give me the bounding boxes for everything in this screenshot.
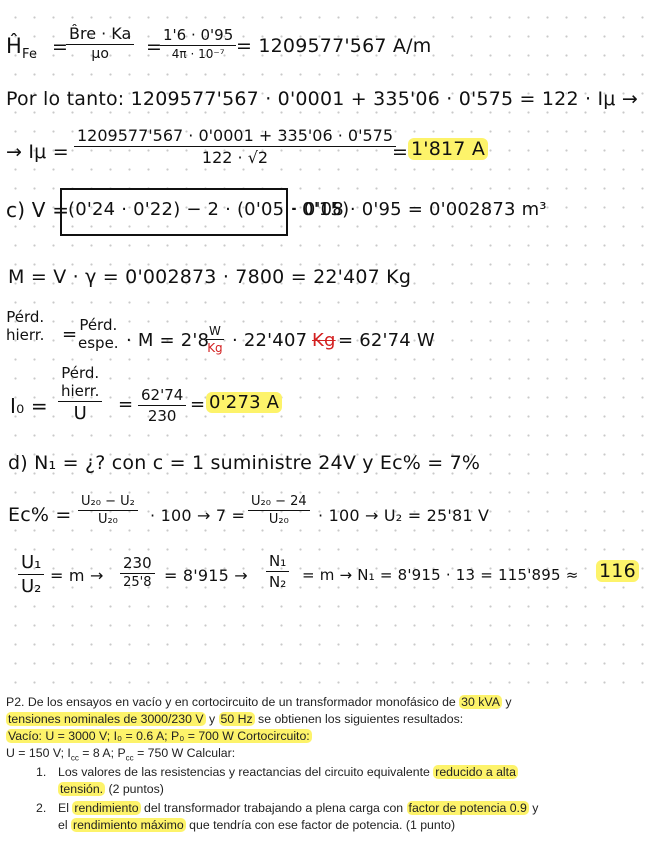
problem-statement: [0, 686, 656, 848]
problem-line-3: Vacío: U = 3000 V; I₀ = 0.6 A; P₀ = 700 W Cortocircuito:: [8, 729, 310, 743]
list-number-1: 1.: [36, 765, 47, 779]
fraction-i-mu: $\frac{1209577'567 \cdot 0'0001 + 335'06 \cdot 0'575}{122 \cdot √2}$: [74, 126, 396, 167]
problem-item-2-line-1: El rendimiento del transformador trabajando a plena carga con factor de potencia 0.9 y: [58, 801, 539, 815]
ec-middle: · 100 → 7 =: [150, 506, 246, 525]
fraction-n1-n2: $\frac{\text{N₁}}{\text{N₂}}$: [266, 552, 289, 591]
n1-result: 116: [596, 560, 639, 582]
volume-result: · 0'08 · 0'95 = 0'002873 m³: [292, 199, 547, 220]
struck-kg-unit: Kg: [312, 330, 336, 351]
problem-item-1-line-2: tensión. (2 puntos): [60, 782, 164, 796]
equals-sign: =: [146, 36, 163, 58]
fraction-numeric: 1'6 · 0'95 4π · 10⁻⁷: [160, 26, 236, 61]
equals-sign: =: [118, 394, 134, 415]
list-number-2: 2.: [36, 801, 47, 815]
equation-por-lo-tanto: Por lo tanto: 1209577'567 · 0'0001 + 335'06 · 0'575 = 122 · Iμ →: [6, 88, 638, 110]
fraction-62-74-over-230: $\frac{62'74}{230}$: [138, 386, 186, 425]
iron-loss-result: = 62'74 W: [338, 330, 435, 351]
perd-hierr-label: Pérd. hierr.: [6, 308, 45, 344]
equals-sign: =: [52, 36, 69, 58]
problem-line-2: tensiones nominales de 3000/230 V y 50 Hz se obtienen los siguientes resultados:: [8, 712, 464, 726]
problem-item-2-line-2: el rendimiento máximo que tendría con ese factor de potencia. (1 punto): [58, 818, 456, 832]
question-d-header: d) N₁ = ¿? con c = 1 suministre 24V y Ec% = 7%: [8, 452, 481, 474]
specific-loss-value: · M = 2'8: [126, 330, 210, 351]
ratio-m-1: = m →: [50, 566, 104, 585]
fraction-230-25-8: $\frac{230}{25'8}$: [120, 554, 155, 590]
u2-result: · 100 → U₂ = 25'81 V: [318, 506, 490, 525]
fraction-ec: $\frac{\text{U₂₀ − U₂}}{\text{U₂₀}}$: [78, 494, 138, 527]
h-fe-symbol: $Ĥ_{Fe}$: [6, 34, 38, 63]
i-mu-result: 1'817 A: [408, 138, 488, 160]
mass-value: · 22'407: [232, 330, 308, 351]
equals-sign: =: [190, 394, 206, 415]
h-fe-result: = 1209577'567 A/m: [236, 35, 432, 57]
ec-label: Ec% =: [8, 504, 72, 526]
fraction-losses-over-u: Pérd. hierr. U: [58, 364, 102, 424]
ratio-value: = 8'915 →: [164, 566, 248, 585]
equals-sign: =: [392, 141, 409, 163]
volume-label: c) V =: [6, 198, 70, 222]
i-mu-label: → Iμ =: [6, 141, 69, 163]
problem-line-4: U = 150 V; $I_{cc} = 8$ A; $P_{cc} = 750$ W Calcular:: [6, 746, 236, 763]
fraction-b-ka: $\frac{B̂re \cdot Ka}{\mu o}$: [66, 24, 134, 62]
problem-item-1-line-1: Los valores de las resistencias y reactancias del circuito equivalente reducido a alta: [58, 765, 516, 779]
problem-line-1: P2. De los ensayos en vacío y en cortocircuito de un transformador monofásico de 30 kVA y: [6, 695, 512, 709]
i-zero-label: I₀ =: [10, 394, 48, 418]
fraction-u1-u2: $\frac{\text{U₁}}{\text{U₂}}$: [18, 552, 44, 597]
equals-sign: =: [62, 324, 78, 345]
perd-espe-label: Pérd. espe.: [78, 316, 119, 352]
equation-mass: M = V · γ = 0'002873 · 7800 = 22'407 Kg: [8, 266, 412, 288]
unit-w-per-kg: $\frac{W}{Kg}$: [207, 324, 223, 355]
fraction-ec-substituted: $\frac{\text{U₂₀ − 24}}{\text{U₂₀}}$: [248, 494, 310, 527]
bracket-content: (0'24 · 0'22) − 2 · (0'05 · 0'15): [68, 199, 350, 220]
i-zero-result: 0'273 A: [206, 392, 282, 413]
n1-calculation: = m → N₁ = 8'915 · 13 = 115'895 ≈: [302, 566, 579, 584]
